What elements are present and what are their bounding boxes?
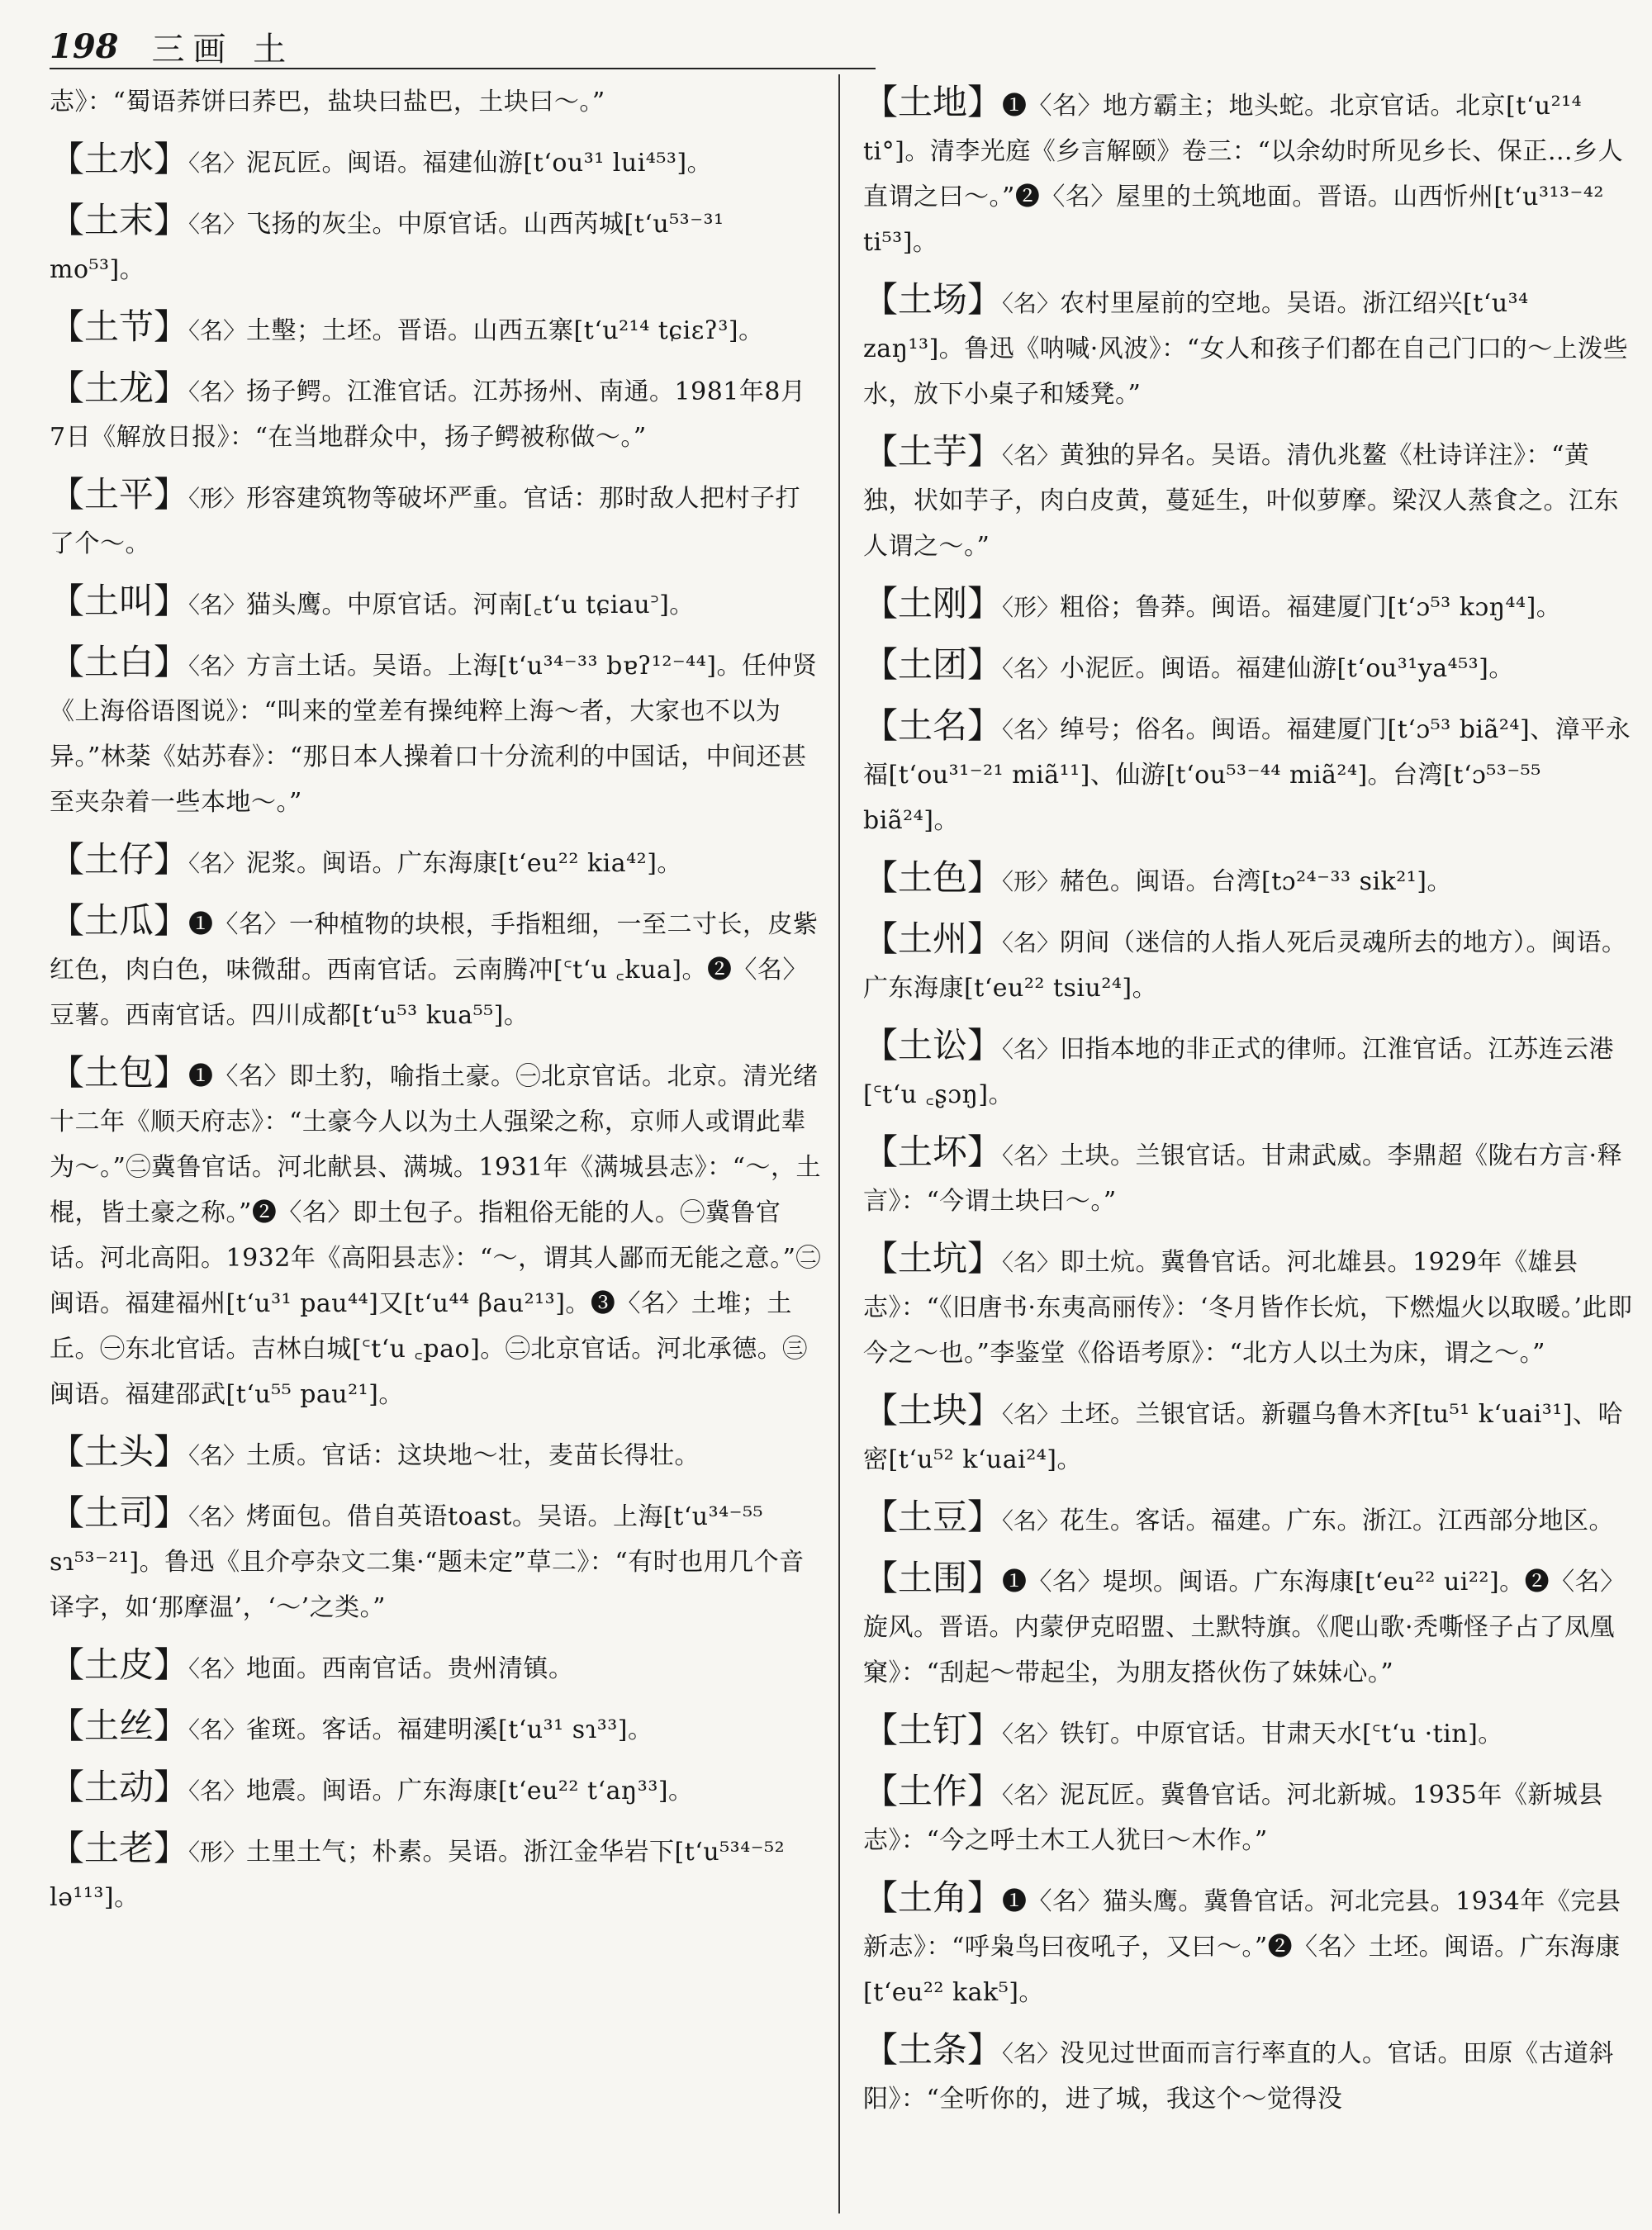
dictionary-entry	[50, 304, 822, 353]
entry-part-of-speech: 〈形〉	[188, 1839, 247, 1866]
entry-part-of-speech: 〈名〉	[1002, 929, 1061, 956]
entry-definition: 土质。官话：这块地～壮，麦苗长得壮。	[246, 1441, 700, 1470]
entry-definition: 扬子鳄。江淮官话。江苏扬州、南通。1981年8月7日《解放日报》：“在当地群众中，扬子鳄被称做～。”	[50, 377, 806, 452]
entry-part-of-speech: 〈名〉	[1002, 1036, 1061, 1063]
entry-part-of-speech: 〈形〉	[1002, 868, 1061, 895]
entry-part-of-speech: 〈名〉	[1002, 1142, 1061, 1170]
entry-definition: 泥浆。闽语。广东海康[tʻeu²² kia⁴²]。	[246, 849, 682, 878]
dictionary-entry	[863, 1388, 1635, 1483]
entry-part-of-speech: 〈名〉	[1002, 1249, 1061, 1276]
dictionary-entry	[863, 429, 1635, 569]
entry-part-of-speech: 〈名〉	[1002, 1401, 1061, 1428]
entry-definition: 即土炕。冀鲁官话。河北雄县。1929年《雄县志》：“《旧唐书·东夷高丽传》：‘冬月皆作长炕，下燃煴火以取暖。’此即今之～也。”李鉴堂《俗语考原》：“北方人以土为床，谓之～。”	[863, 1248, 1633, 1368]
entry-definition: 没见过世面而言行率直的人。官话。田原《古道斜阳》：“全听你的，进了城，我这个～觉得没	[863, 2039, 1615, 2114]
entry-definition: 旧指本地的非正式的律师。江淮官话。江苏连云港[꜂tʻu ꜀ʂɔŋ]。	[863, 1035, 1615, 1109]
entry-headword: 【土头】	[50, 1431, 189, 1472]
entry-definition: ❶〈名〉即土豹，喻指土豪。㊀北京官话。北京。清光绪十二年《顺天府志》：“土豪今人以为土人强梁之称，京师人或谓此辈为～。”㊁冀鲁官话。河北献县、满城。1931年《满城县志》：“～，土棍，皆土豪之称。”❷〈名〉即土包子。指粗俗无能的人。㊀冀鲁官话。河北高阳。1932年《高阳县志》：“～，谓其人鄙而无能之意。”㊁闽语。福建福州[tʻu³¹ pau⁴⁴]又[tʻu⁴⁴ βau²¹³]。❸〈名〉土堆；土丘。㊀东北官话。吉林白城[꜂tʻu ꜀pao]。㊁北京官话。河北承德。㊂闽语。福建邵武[tʻu⁵⁵ pau²¹]。	[50, 1062, 822, 1409]
entry-definition: 泥瓦匠。冀鲁官话。河北新城。1935年《新城县志》：“今之呼土木工人犹曰～木作。”	[863, 1781, 1603, 1855]
dictionary-entry	[863, 1236, 1635, 1376]
dictionary-entry	[50, 79, 822, 125]
entry-headword: 【土地】	[863, 82, 1003, 122]
right-column	[863, 79, 1635, 2133]
entry-headword: 【土名】	[863, 705, 1003, 746]
dictionary-entry	[863, 277, 1635, 417]
entry-headword: 【土坏】	[863, 1132, 1003, 1172]
dictionary-entry	[863, 1555, 1635, 1696]
entry-headword: 【土叫】	[50, 581, 189, 621]
entry-part-of-speech: 〈名〉	[188, 591, 247, 619]
dictionary-entry	[863, 1129, 1635, 1224]
entry-definition: 地面。西南官话。贵州清镇。	[246, 1654, 574, 1683]
entry-part-of-speech: 〈名〉	[188, 1442, 247, 1469]
entry-headword: 【土色】	[863, 857, 1003, 898]
entry-definition: 土坯。兰银官话。新疆乌鲁木齐[tu⁵¹ kʻuai³¹]、哈密[tʻu⁵² kʻuai²⁴]。	[863, 1400, 1623, 1474]
column-divider	[838, 74, 840, 2213]
entry-headword: 【土瓜】	[50, 900, 189, 941]
entry-part-of-speech: 〈名〉	[1002, 1507, 1061, 1535]
entry-definition: ❶〈名〉地方霸主；地头蛇。北京官话。北京[tʻu²¹⁴ ti°]。清李光庭《乡言解颐》卷三：“以余幼时所见乡长、保正…乡人直谓之曰～。”❷〈名〉屋里的土筑地面。晋语。山西忻州[tʻu³¹³⁻⁴² ti⁵³]。	[863, 92, 1624, 257]
entry-definition: 形容建筑物等破坏严重。官话：那时敌人把村子打了个～。	[50, 484, 801, 558]
dictionary-entry	[50, 472, 822, 567]
dictionary-entry	[50, 1490, 822, 1630]
entry-definition: 赭色。闽语。台湾[tɔ²⁴⁻³³ sik²¹]。	[1060, 867, 1452, 896]
dictionary-entry	[863, 703, 1635, 843]
entry-part-of-speech: 〈名〉	[1002, 442, 1061, 469]
entry-definition: 猫头鹰。中原官话。河南[꜀tʻu tɕiau꜄]。	[246, 591, 695, 619]
entry-headword: 【土钉】	[863, 1710, 1003, 1750]
entry-part-of-speech: 〈名〉	[1002, 2040, 1061, 2067]
entry-headword: 【土场】	[863, 279, 1003, 320]
dictionary-entry	[50, 837, 822, 886]
dictionary-entry	[863, 1022, 1635, 1117]
dictionary-entry	[50, 1642, 822, 1691]
entry-part-of-speech: 〈名〉	[1002, 655, 1061, 682]
entry-definition: ❶〈名〉一种植物的块根，手指粗细，一至二寸长，皮紫红色，肉白色，味微甜。西南官话。云南腾冲[꜂tʻu ꜀kua]。❷〈名〉豆薯。西南官话。四川成都[tʻu⁵³ kua⁵⁵]。	[50, 910, 819, 1030]
dictionary-entry	[863, 855, 1635, 904]
entry-headword: 【土司】	[50, 1492, 189, 1533]
entry-headword: 【土刚】	[863, 583, 1003, 624]
entry-definition: ❶〈名〉猫头鹰。冀鲁官话。河北完县。1934年《完县新志》：“呼枭鸟曰夜吼子，又曰～。”❷〈名〉土坯。闽语。广东海康[tʻeu²² kak⁵]。	[863, 1887, 1621, 2007]
entry-headword: 【土块】	[863, 1390, 1003, 1431]
entry-part-of-speech: 〈名〉	[188, 317, 247, 344]
entry-definition: 雀斑。客话。福建明溪[tʻu³¹ sɿ³³]。	[246, 1715, 653, 1744]
dictionary-entry	[50, 1050, 822, 1417]
entry-headword: 【土老】	[50, 1828, 189, 1868]
dictionary-entry	[50, 639, 822, 825]
entry-part-of-speech: 〈名〉	[188, 149, 247, 177]
entry-headword: 【土讼】	[863, 1025, 1003, 1065]
entry-definition: 土块。兰银官话。甘肃武威。李鼎超《陇右方言·释言》：“今谓土块曰～。”	[863, 1141, 1623, 1216]
entry-headword: 【土芋】	[863, 431, 1003, 472]
entry-headword: 【土节】	[50, 306, 189, 347]
entry-definition: 农村里屋前的空地。吴语。浙江绍兴[tʻu³⁴ zaŋ¹³]。鲁迅《呐喊·风波》：“女人和孩子们都在自己门口的～上泼些水，放下小桌子和矮凳。”	[863, 289, 1629, 409]
dictionary-entry	[50, 197, 822, 292]
entry-headword: 【土角】	[863, 1877, 1003, 1918]
entry-part-of-speech: 〈名〉	[188, 652, 247, 680]
entry-headword: 【土末】	[50, 200, 189, 240]
dictionary-entry	[863, 581, 1635, 630]
dictionary-entry	[863, 79, 1635, 265]
entry-headword: 【土坑】	[863, 1238, 1003, 1279]
dictionary-entry	[50, 1764, 822, 1814]
dictionary-entry	[50, 1703, 822, 1753]
dictionary-entry	[50, 1825, 822, 1920]
entry-headword: 【土平】	[50, 474, 189, 515]
dictionary-entry	[50, 578, 822, 628]
entry-definition: 土里土气；朴素。吴语。浙江金华岩下[tʻu⁵³⁴⁻⁵² lə¹¹³]。	[50, 1838, 786, 1912]
entry-definition: 泥瓦匠。闽语。福建仙游[tʻou³¹ lui⁴⁵³]。	[246, 149, 713, 178]
entry-part-of-speech: 〈名〉	[1002, 1720, 1061, 1748]
entry-definition: 粗俗；鲁莽。闽语。福建厦门[tʻɔ⁵³ kɔŋ⁴⁴]。	[1060, 593, 1562, 622]
entry-headword: 【土动】	[50, 1767, 189, 1807]
dictionary-entry	[863, 1494, 1635, 1544]
entry-headword: 【土皮】	[50, 1644, 189, 1685]
entry-headword: 【土丝】	[50, 1706, 189, 1746]
entry-definition: 土墼；土坯。晋语。山西五寨[tʻu²¹⁴ tɕiɛʔ³]。	[246, 316, 764, 345]
entry-definition: 方言土话。吴语。上海[tʻu³⁴⁻³³ bɐʔ¹²⁻⁴⁴]。任仲贤《上海俗语图说》：“叫来的堂差有操纯粹上海～者，大家也不以为异。”林棻《姑苏春》：“那日本人操着口十分流利的中国话，中间还甚至夹杂着一些本地～。”	[50, 652, 818, 817]
dictionary-entry	[50, 1429, 822, 1478]
entry-part-of-speech: 〈名〉	[188, 378, 247, 406]
left-column	[50, 79, 822, 1932]
entry-part-of-speech: 〈名〉	[1002, 1782, 1061, 1809]
dictionary-entry	[863, 1768, 1635, 1863]
entry-headword: 【土豆】	[863, 1497, 1003, 1537]
entry-headword: 【土条】	[863, 2029, 1003, 2070]
entry-part-of-speech: 〈名〉	[1002, 290, 1061, 317]
entry-headword: 【土仔】	[50, 839, 189, 880]
entry-definition: 铁钉。中原官话。甘肃天水[꜂tʻu ·tin]。	[1060, 1720, 1503, 1748]
entry-definition: 小泥匠。闽语。福建仙游[tʻou³¹ya⁴⁵³]。	[1060, 654, 1514, 683]
entry-definition: ❶〈名〉堤坝。闽语。广东海康[tʻeu²² ui²²]。❷〈名〉旋风。晋语。内蒙伊克昭盟、土默特旗。《爬山歌·秃嘶怪子占了凤凰窠》：“刮起～带起尘，为朋友搭伙伤了妹妹心。”	[863, 1568, 1626, 1687]
dictionary-entry	[863, 916, 1635, 1011]
entry-headword: 【土龙】	[50, 368, 189, 408]
entry-definition: 花生。客话。福建。广东。浙江。江西部分地区。	[1060, 1506, 1615, 1535]
entry-headword: 【土水】	[50, 139, 189, 179]
entry-definition: 绰号；俗名。闽语。福建厦门[tʻɔ⁵³ biã²⁴]、漳平永福[tʻou³¹⁻²¹ miã¹¹]、仙游[tʻou⁵³⁻⁴⁴ miã²⁴]。台湾[tʻɔ⁵³⁻⁵⁵ biã²⁴]。	[863, 715, 1631, 835]
entry-definition: 飞扬的灰尘。中原官话。山西芮城[tʻu⁵³⁻³¹ mo⁵³]。	[50, 210, 724, 284]
entry-part-of-speech: 〈名〉	[188, 1655, 247, 1682]
entry-definition: 阴间（迷信的人指人死后灵魂所去的地方）。闽语。广东海康[tʻeu²² tsiu²⁴]。	[863, 928, 1627, 1003]
dictionary-entry	[863, 2027, 1635, 2122]
entry-headword: 【土包】	[50, 1052, 189, 1093]
entry-part-of-speech: 〈形〉	[188, 485, 247, 512]
page-number: 198	[50, 26, 119, 66]
entry-definition: 烤面包。借自英语toast。吴语。上海[tʻu³⁴⁻⁵⁵ sɿ⁵³⁻²¹]。鲁迅《且介亭杂文二集·“题未定”草二》：“有时也用几个音译字，如‘那摩温’，‘～’之类。”	[50, 1502, 805, 1622]
page-header	[50, 20, 1619, 73]
dictionary-entry	[50, 136, 822, 186]
entry-part-of-speech: 〈形〉	[1002, 594, 1061, 621]
entry-part-of-speech: 〈名〉	[188, 850, 247, 877]
entry-definition: 志》：“蜀语荞饼曰荞巴，盐块曰盐巴，土块曰～。”	[50, 88, 605, 116]
dictionary-entry	[50, 365, 822, 460]
entry-headword: 【土作】	[863, 1771, 1003, 1811]
section-header: 三画 土	[151, 30, 295, 69]
entry-definition: 地震。闽语。广东海康[tʻeu²² tʻaŋ³³]。	[246, 1777, 694, 1805]
entry-headword: 【土白】	[50, 642, 189, 682]
entry-part-of-speech: 〈名〉	[188, 211, 247, 238]
dictionary-entry	[863, 1707, 1635, 1757]
entry-definition: 黄独的异名。吴语。清仇兆鳌《杜诗详注》：“黄独，状如芋子，肉白皮黄，蔓延生，叶似萝摩。梁汉人蒸食之。江东人谓之～。”	[863, 441, 1619, 561]
entry-part-of-speech: 〈名〉	[188, 1777, 247, 1805]
entry-part-of-speech: 〈名〉	[188, 1503, 247, 1530]
entry-headword: 【土围】	[863, 1558, 1003, 1598]
entry-headword: 【土团】	[863, 644, 1003, 685]
entry-headword: 【土州】	[863, 918, 1003, 959]
dictionary-entry	[50, 898, 822, 1038]
entry-part-of-speech: 〈名〉	[1002, 716, 1061, 743]
header-rule	[50, 68, 876, 69]
dictionary-entry	[863, 1875, 1635, 2015]
dictionary-entry	[863, 642, 1635, 691]
entry-part-of-speech: 〈名〉	[188, 1716, 247, 1744]
